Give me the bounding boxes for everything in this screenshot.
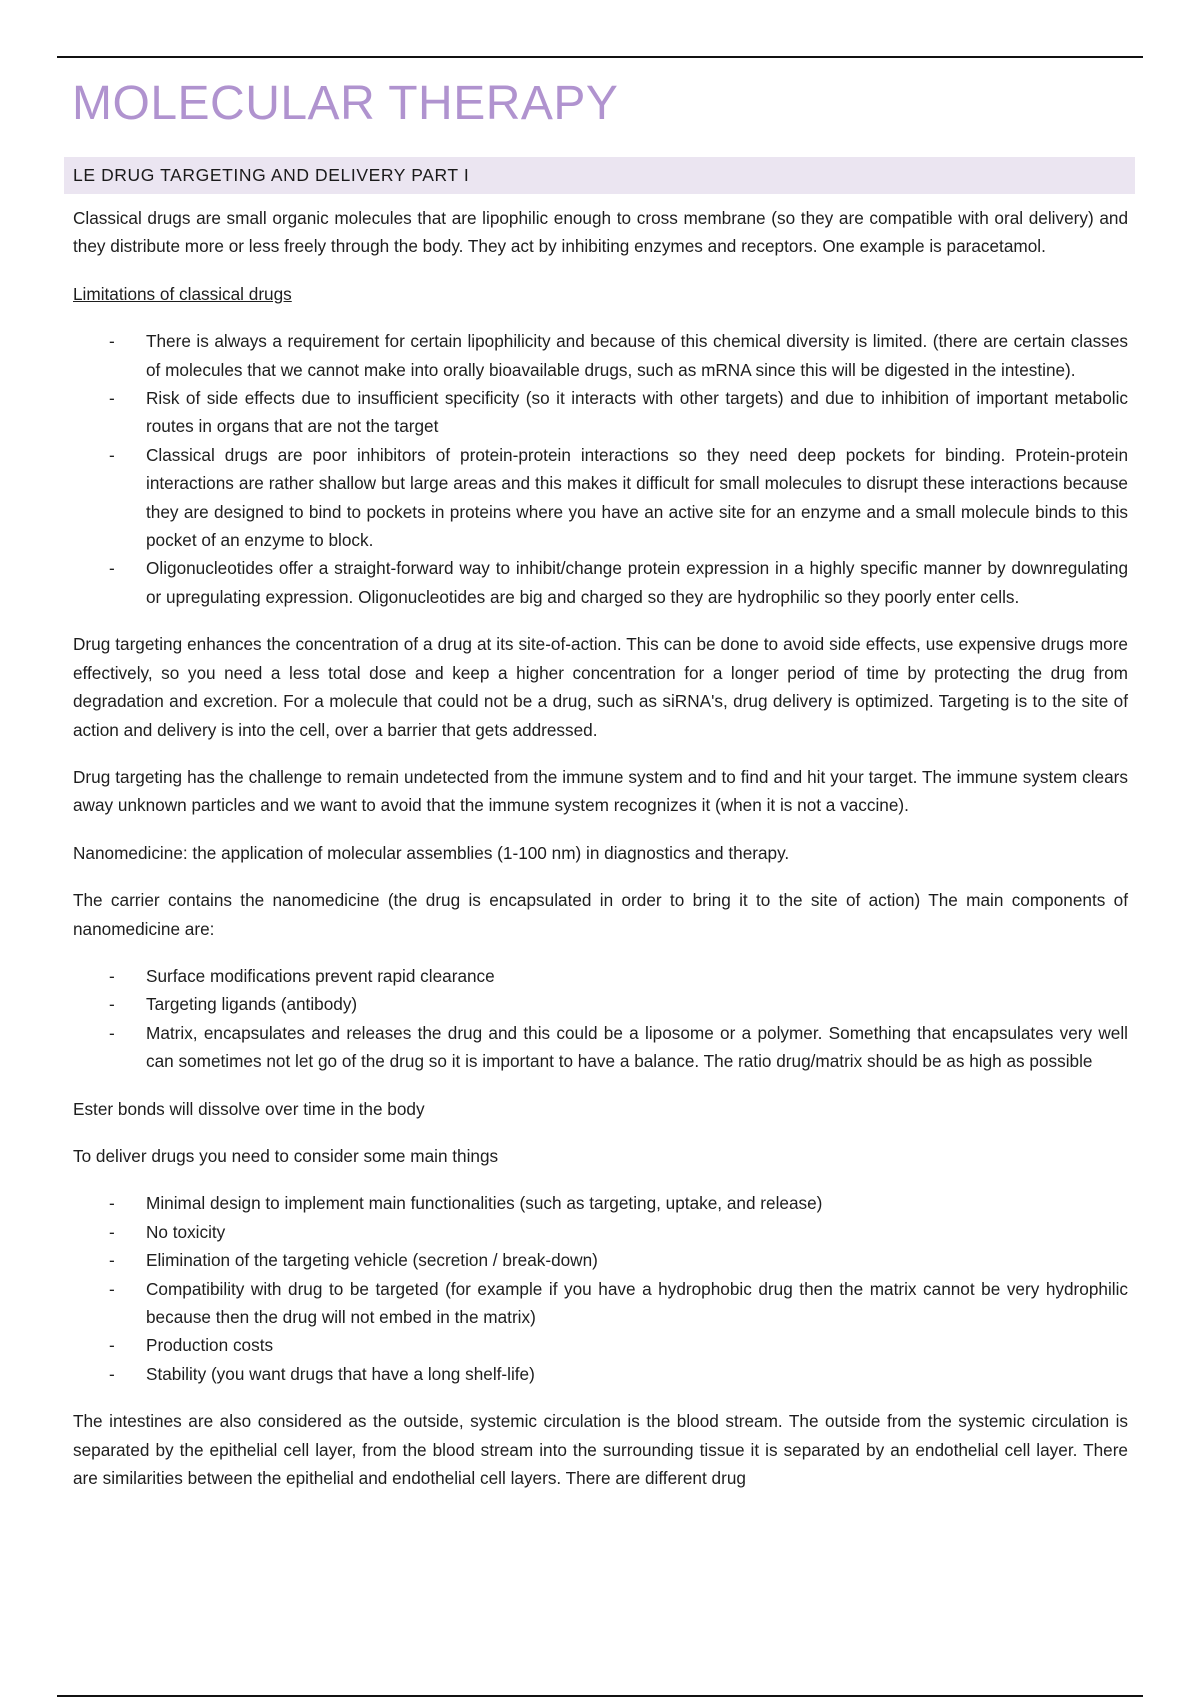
intestines-paragraph: The intestines are also considered as the outside, systemic circulation is the blood stream. The outside from the systemic circulation is separated by the epithelial cell layer, from the blood stream into the surrounding tissue it is separated by an endothelial cell layer. There are similarities between the epithelial and endothelial cell layers. There are different drug bbox=[73, 1411, 1128, 1489]
list-item: - There is always a requirement for certain lipophilicity and because of this chemical diversity is limited. (there are certain classes of molecules that we cannot make into orally bioavailable drugs, such as mRNA since this will be digested in the intestine). bbox=[146, 327, 1128, 384]
list-item: - Elimination of the targeting vehicle (secretion / break-down) bbox=[146, 1246, 1128, 1274]
nanomedicine-definition: Nanomedicine: the application of molecular assemblies (1-100 nm) in diagnostics and therapy. bbox=[73, 842, 790, 863]
list-item: - Classical drugs are poor inhibitors of protein-protein interactions so they need deep pockets for binding. Protein-protein interactions are rather shallow but large areas and this makes it difficult for small molecules to disrupt these interactions because they are designed to bind to pockets in proteins where you have an active site for an enzyme and a small molecule binds to this pocket of an enzyme to block. bbox=[146, 441, 1128, 555]
carrier-paragraph: The carrier contains the nanomedicine (the drug is encapsulated in order to bring it to the site of action) The main components of nanomedicine are: bbox=[73, 890, 1128, 939]
list-item: - Targeting ligands (antibody) bbox=[146, 990, 1128, 1018]
list-item: - Oligonucleotides offer a straight-forward way to inhibit/change protein expression in a highly specific manner by downregulating or upregulating expression. Oligonucleotides are big and charged so they are hydrophilic so they poorly enter cells. bbox=[146, 554, 1128, 611]
deliver-drugs-paragraph: To deliver drugs you need to consider some main things bbox=[73, 1145, 499, 1166]
list-item: - Minimal design to implement main functionalities (such as targeting, uptake, and release) bbox=[146, 1189, 1128, 1217]
immune-challenge-paragraph: Drug targeting has the challenge to remain undetected from the immune system and to find and hit your target. The immune system clears away unknown particles and we want to avoid that the immune system recognizes it (when it is not a vaccine). bbox=[73, 766, 1128, 816]
list-item: - Risk of side effects due to insufficient specificity (so it interacts with other targets) and due to inhibition of important metabolic routes in organs that are not the target bbox=[146, 384, 1128, 441]
list-item: - Surface modifications prevent rapid clearance bbox=[146, 962, 1128, 990]
list-item: - No toxicity bbox=[146, 1218, 1128, 1246]
ester-bonds-paragraph: Ester bonds will dissolve over time in the body bbox=[73, 1098, 425, 1119]
limitations-heading bbox=[73, 280, 1128, 308]
list-item: - Compatibility with drug to be targeted (for example if you have a hydrophobic drug then the matrix cannot be very hydrophilic because then the drug will not embed in the matrix) bbox=[146, 1275, 1128, 1332]
top-rule bbox=[57, 56, 1143, 58]
list-item: - Production costs bbox=[146, 1331, 1128, 1359]
bottom-rule bbox=[57, 1695, 1143, 1697]
list-item: - Stability (you want drugs that have a long shelf-life) bbox=[146, 1360, 1128, 1388]
document-body bbox=[73, 204, 1128, 1511]
intro-paragraph: Classical drugs are small organic molecules that are lipophilic enough to cross membrane (so they are compatible with oral delivery) and they distribute more or less freely through the body. They act by inhibiting enzymes and receptors. One example is paracetamol. bbox=[73, 208, 1128, 257]
limitations-heading-text: Limitations of classical drugs bbox=[73, 283, 292, 304]
drug-targeting-paragraph: Drug targeting enhances the concentration of a drug at its site-of-action. This can be done to avoid side effects, use expensive drugs more effectively, so you need a less total dose and keep a higher concentration for a longer period of time by protecting the drug from degradation and excretion. For a molecule that could not be a drug, such as siRNA's, drug delivery is optimized. Targeting is to the site of action and delivery is into the cell, over a barrier that gets addressed. bbox=[73, 634, 1128, 740]
list-item: - Matrix, encapsulates and releases the drug and this could be a liposome or a polymer. Something that encapsulates very well can sometimes not let go of the drug so it is important to have a balance. The ratio drug/matrix should be as high as possible bbox=[146, 1019, 1128, 1076]
components-list bbox=[73, 962, 1128, 1076]
considerations-list bbox=[73, 1189, 1128, 1388]
section-heading: LE DRUG TARGETING AND DELIVERY PART I bbox=[64, 157, 1135, 194]
document-title: MOLECULAR THERAPY bbox=[72, 77, 619, 130]
limitations-list bbox=[73, 327, 1128, 611]
